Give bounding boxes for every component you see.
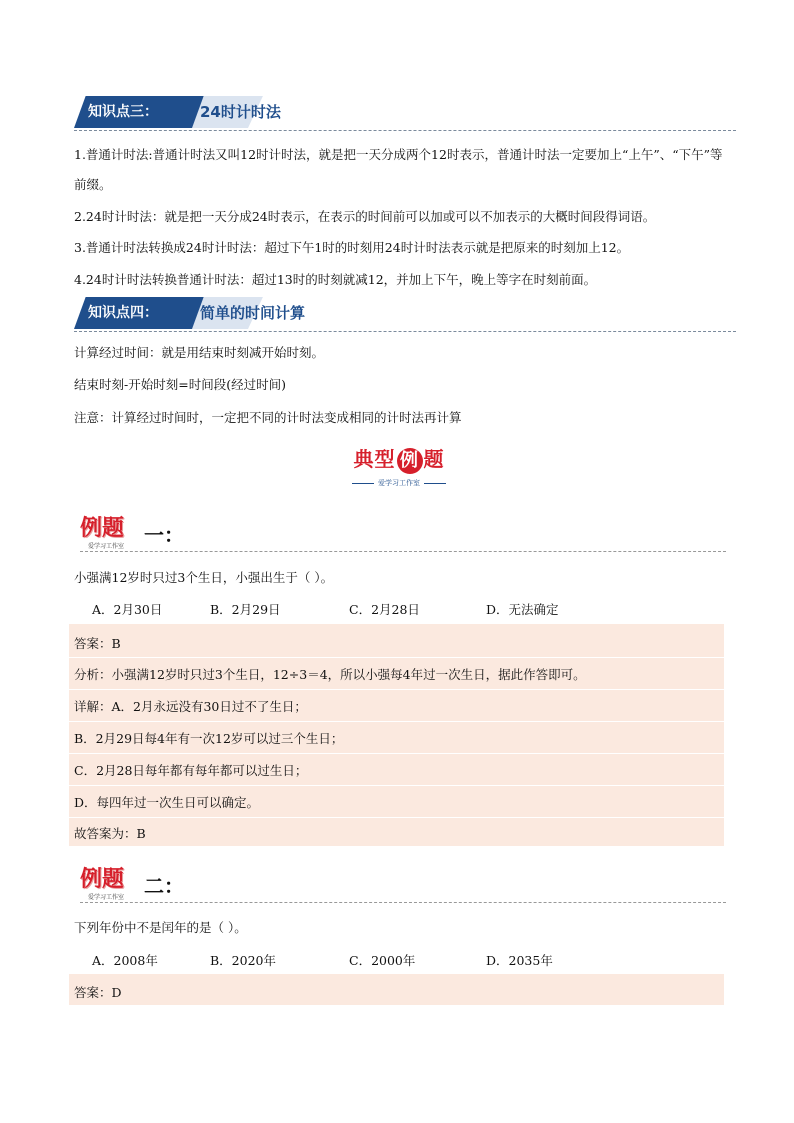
section-4-divider [74,331,736,332]
example-1-badge: 例题 [80,516,125,541]
example-2-option-a: A．2008年 [92,953,158,968]
example-1-option-d: D．无法确定 [486,602,559,617]
section-3-paragraph-2: 2.24时计时法：就是把一天分成24时表示，在表示的时间前可以加或可以不加表示的大概时间段得词语。 [74,209,656,224]
example-1-row-separator [69,721,724,722]
example-2-divider [80,902,726,903]
example-2-header [80,866,726,902]
example-1-row-separator [69,689,724,690]
example-1-answer-box [69,624,724,846]
example-1-option-c: C．2月28日 [349,602,420,617]
section-4-paragraph-1: 计算经过时间：就是用结束时刻减开始时刻。 [74,345,325,360]
example-2-option-d: D．2035年 [486,953,553,968]
section-3-tag: 知识点三： [88,104,158,120]
section-4-title: 简单的时间计算 [200,304,306,322]
example-2-option-b: B．2020年 [210,953,276,968]
section-3-paragraph-1: 1.普通计时法:普通计时法又叫12时计时法，就是把一天分成两个12时表示，普通计时法一定要加上“上午”、“下午”等前缀。 [74,147,723,192]
section-4-paragraph-2: 结束时刻-开始时刻=时间段(经过时间) [74,377,286,392]
example-1-explanation-b: B．2月29日每4年有一次12岁可以过三个生日； [74,731,344,746]
example-2-option-c: C．2000年 [349,953,416,968]
example-1-explanation-c: C．2月28日每年都有每年都可以过生日； [74,763,308,778]
example-1-divider [80,551,726,552]
example-1-row-separator [69,657,724,658]
banner-title-circle: 例 [397,448,423,474]
banner-subtitle: 爱学习工作室 [346,478,452,488]
section-4-paragraph-3: 注意：计算经过时间时，一定把不同的计时法变成相同的计时法再计算 [74,410,462,425]
example-1-explanation-a: 详解：A．2月永远没有30日过不了生日； [74,699,307,714]
section-3-header [74,96,736,130]
example-2-answer-box [69,974,724,1005]
example-1-badge-subtitle: 爱学习工作室 [88,543,125,550]
example-1-row-separator [69,817,724,818]
banner-title-left: 典型 [353,447,396,471]
typical-examples-banner [346,447,452,491]
example-2-answer: 答案：D [74,985,122,1000]
banner-title-right: 题 [423,447,445,471]
example-1-row-separator [69,753,724,754]
banner-title [346,447,452,474]
example-1-option-a: A．2月30日 [92,602,163,617]
example-2-question: 下列年份中不是闰年的是（ ）。 [74,920,247,935]
example-1-answer: 答案：B [74,636,121,651]
example-1-question: 小强满12岁时只过3个生日，小强出生于（ ）。 [74,570,334,585]
example-1-explanation-d: D．每四年过一次生日可以确定。 [74,795,260,810]
example-1-header [80,515,726,551]
example-1-final-answer: 故答案为：B [74,826,146,841]
section-3-title: 24时计时法 [200,103,281,121]
section-3-paragraph-3: 3.普通计时法转换成24时计时法：超过下午1时的时刻用24时计时法表示就是把原来的时刻加上12。 [74,240,630,255]
section-3-paragraph-4: 4.24时计时法转换普通计时法：超过13时的时刻就减12，并加上下午，晚上等字在时刻前面。 [74,272,597,287]
section-3-divider [74,130,736,131]
section-4-header [74,297,736,331]
example-2-number: 二： [144,874,184,898]
example-2-badge: 例题 [80,867,125,892]
section-4-tag: 知识点四： [88,305,158,321]
example-2-badge-subtitle: 爱学习工作室 [88,894,125,901]
example-1-row-separator [69,785,724,786]
example-1-number: 一： [144,523,184,547]
example-1-analysis: 分析：小强满12岁时只过3个生日，12÷3＝4，所以小强每4年过一次生日，据此作答即可。 [74,667,586,682]
example-1-option-b: B．2月29日 [210,602,281,617]
